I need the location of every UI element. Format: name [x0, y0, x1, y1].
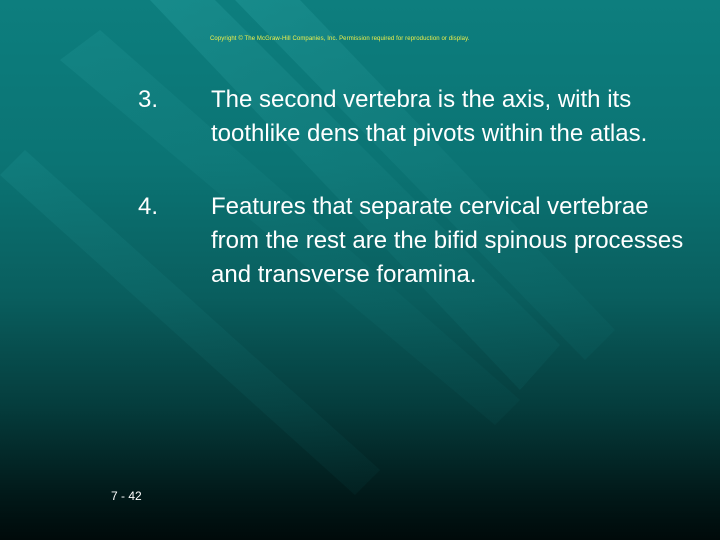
list-item-text: Features that separate cervical vertebrae from the rest are the bifid spinous processes and transverse foramina. — [211, 193, 684, 288]
slide-number: 7 - 42 — [111, 489, 142, 503]
diagonal-stripe — [235, 0, 615, 360]
list-item-text: The second vertebra is the axis, with its toothlike dens that pivots within the atlas. — [211, 86, 648, 147]
list-item-number: 3. — [138, 86, 159, 113]
copyright-notice: Copyright © The McGraw-Hill Companies, Inc. Permission required for reproduction or display. — [210, 36, 470, 42]
list-item-number: 4. — [138, 193, 159, 220]
